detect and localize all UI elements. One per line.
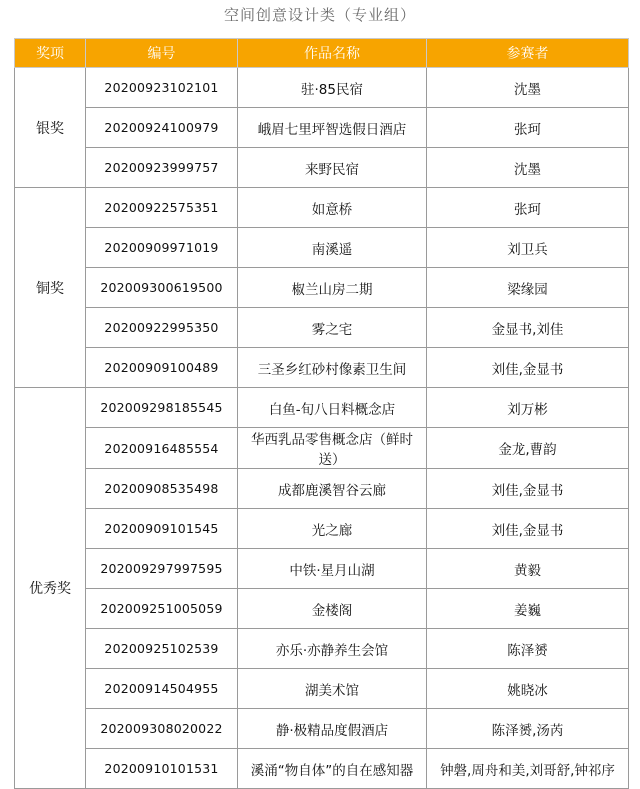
work-name-cell: 椒兰山房二期 — [238, 268, 427, 308]
code-cell: 20200925102539 — [86, 629, 238, 669]
table-row — [15, 108, 629, 148]
participant-cell: 陈泽赟 — [427, 629, 629, 669]
participant-cell: 刘卫兵 — [427, 228, 629, 268]
work-name-cell: 华西乳品零售概念店（鲜时送） — [238, 428, 427, 469]
code-cell: 20200923102101 — [86, 68, 238, 108]
table-row — [15, 268, 629, 308]
work-name-cell: 雾之宅 — [238, 308, 427, 348]
participant-cell: 梁缘园 — [427, 268, 629, 308]
table-row — [15, 188, 629, 228]
code-cell: 20200930802002​2 — [86, 709, 238, 749]
code-cell: 20200914504955 — [86, 669, 238, 709]
award-cell: 铜奖 — [15, 188, 86, 388]
header-participant: 参赛者 — [427, 39, 629, 68]
participant-cell: 陈泽赟,汤芮 — [427, 709, 629, 749]
code-cell: 20200909100489 — [86, 348, 238, 388]
page-title: 空间创意设计类（专业组） — [223, 6, 416, 24]
participant-cell: 姚晓冰 — [427, 669, 629, 709]
table-row — [15, 509, 629, 549]
work-name-cell: 静·极精品度假酒店 — [238, 709, 427, 749]
work-name-cell: 亦乐·亦静养生会馆 — [238, 629, 427, 669]
work-name-cell: 驻·85民宿 — [238, 68, 427, 108]
work-name-cell: 金楼阁 — [238, 589, 427, 629]
table-row — [15, 348, 629, 388]
work-name-cell: 来野民宿 — [238, 148, 427, 188]
participant-cell: 金龙,曹韵 — [427, 428, 629, 469]
header-code: 编号 — [86, 39, 238, 68]
participant-cell: 黄毅 — [427, 549, 629, 589]
work-name-cell: 白鱼-旬八日料概念店 — [238, 388, 427, 428]
code-cell: 20200924100979 — [86, 108, 238, 148]
work-name-cell: 光之廊 — [238, 509, 427, 549]
participant-cell: 张珂 — [427, 108, 629, 148]
work-name-cell: 溪涌“物自体”的自在感知器 — [238, 749, 427, 789]
participant-cell: 刘万彬 — [427, 388, 629, 428]
work-name-cell: 中铁·星月山湖 — [238, 549, 427, 589]
participant-cell: 张珂 — [427, 188, 629, 228]
participant-cell: 沈墨 — [427, 148, 629, 188]
table-row — [15, 469, 629, 509]
table-row — [15, 629, 629, 669]
table-row — [15, 428, 629, 469]
code-cell: 20200916485554 — [86, 428, 238, 469]
header-row — [15, 39, 629, 68]
work-name-cell: 南溪遥 — [238, 228, 427, 268]
participant-cell: 钟磐,周舟和美,刘哥舒,钟祁序 — [427, 749, 629, 789]
participant-cell: 刘佳,金显书 — [427, 509, 629, 549]
work-name-cell: 三圣乡红砂村像素卫生间 — [238, 348, 427, 388]
code-cell: 20200929818554​5 — [86, 388, 238, 428]
table-row — [15, 709, 629, 749]
code-cell: 20200930061950​0 — [86, 268, 238, 308]
participant-cell: 沈墨 — [427, 68, 629, 108]
work-name-cell: 湖美术馆 — [238, 669, 427, 709]
participant-cell: 姜巍 — [427, 589, 629, 629]
table-row — [15, 148, 629, 188]
table-row — [15, 308, 629, 348]
work-name-cell: 如意桥 — [238, 188, 427, 228]
participant-cell: 金显书,刘佳 — [427, 308, 629, 348]
table-row — [15, 749, 629, 789]
code-cell: 20200908535498 — [86, 469, 238, 509]
work-name-cell: 成都鹿溪智谷云廊 — [238, 469, 427, 509]
header-award: 奖项 — [15, 39, 86, 68]
code-cell: 20200922575351 — [86, 188, 238, 228]
table-row — [15, 669, 629, 709]
work-name-cell: 峨眉七里坪智选假日酒店 — [238, 108, 427, 148]
code-cell: 20200923999757 — [86, 148, 238, 188]
code-cell: 20200909101545 — [86, 509, 238, 549]
code-cell: 20200925100505​9 — [86, 589, 238, 629]
header-work-name: 作品名称 — [238, 39, 427, 68]
awards-table — [14, 38, 629, 789]
table-row — [15, 549, 629, 589]
award-cell: 银奖 — [15, 68, 86, 188]
code-cell: 20200910101531 — [86, 749, 238, 789]
table-body — [15, 68, 629, 789]
code-cell: 20200909971019 — [86, 228, 238, 268]
code-cell: 20200922995350 — [86, 308, 238, 348]
code-cell: 20200929799759​5 — [86, 549, 238, 589]
award-cell: 优秀奖 — [15, 388, 86, 789]
table-row — [15, 228, 629, 268]
table-row — [15, 388, 629, 428]
table-row — [15, 68, 629, 108]
participant-cell: 刘佳,金显书 — [427, 348, 629, 388]
participant-cell: 刘佳,金显书 — [427, 469, 629, 509]
table-row — [15, 589, 629, 629]
